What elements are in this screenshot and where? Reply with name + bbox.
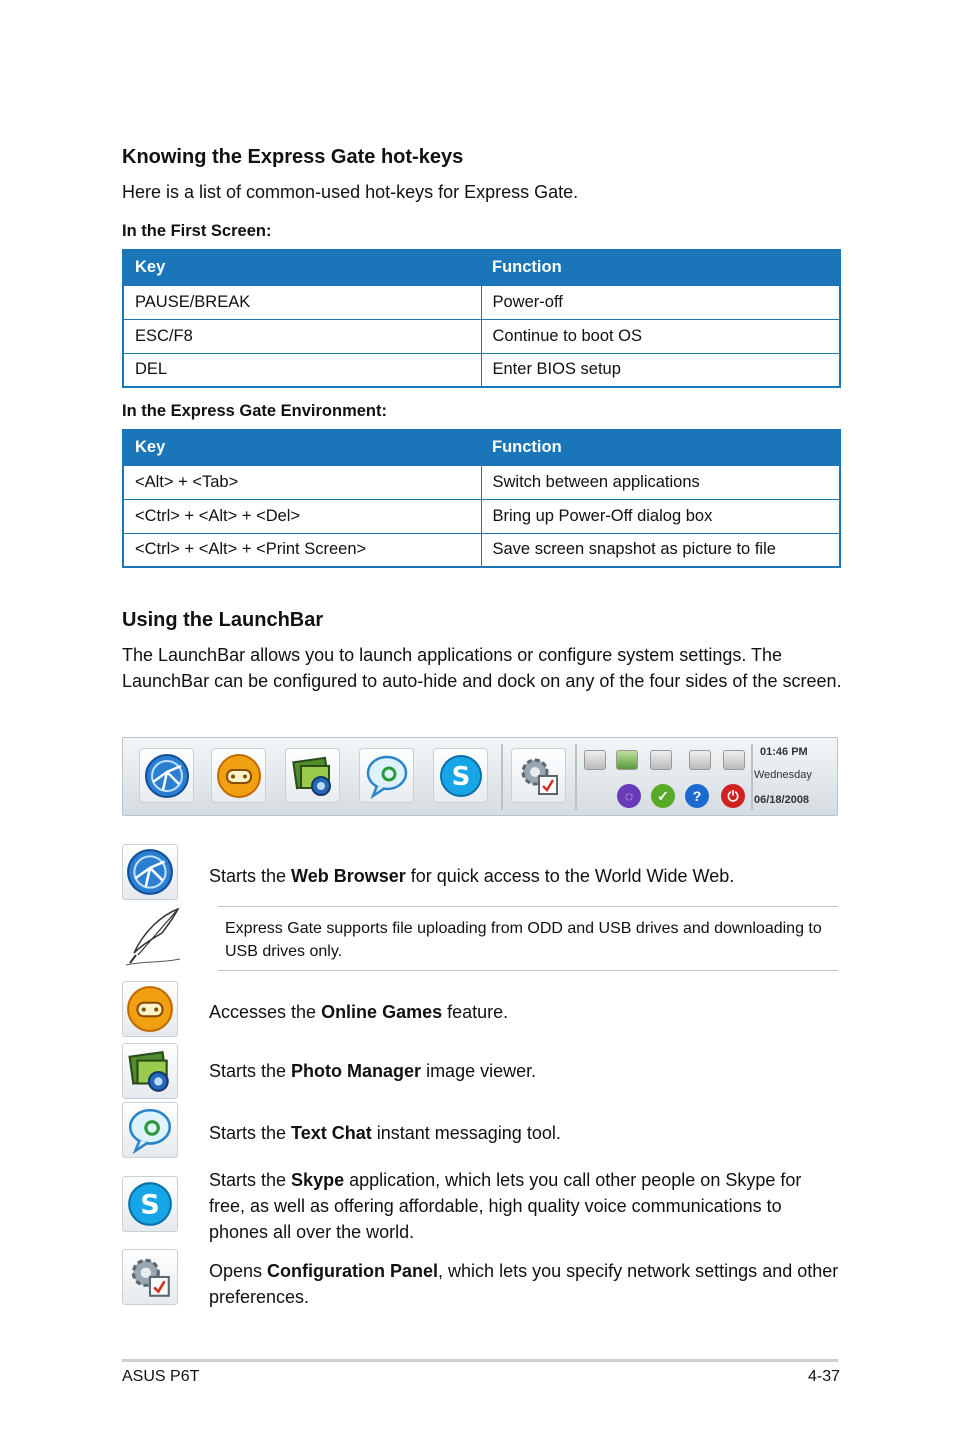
skype-description: Starts the Skype application, which lets you call other people on Skype for free, as well as offering affordable, high quality voice communications to phones all over the world. [209,1170,802,1242]
photo-manager-icon [289,752,337,800]
launchbar-clock-date: 06/18/2008 [754,794,810,806]
key-cell: <Ctrl> + <Alt> + <Print Screen> [123,533,481,567]
configuration-panel-icon [125,1252,175,1302]
tray-volume-icon[interactable] [650,750,672,770]
launchbar-clock-time: 01:46 PM [760,746,808,758]
svg-text:S: S [451,761,470,792]
header-key: Key [123,430,481,465]
photo-manager-icon [125,1046,175,1096]
table-row [123,465,840,499]
web-browser-description: Starts the Web Browser for quick access to the World Wide Web. [209,866,735,886]
photo-manager-icon-box [122,1043,178,1099]
table-row [123,533,840,567]
function-cell: Switch between applications [481,465,840,499]
tray-display-icon[interactable] [723,750,745,770]
key-cell: <Ctrl> + <Alt> + <Del> [123,499,481,533]
footer-product: ASUS P6T [122,1368,200,1385]
launchbar-description: The LaunchBar allows you to launch applications or configure system settings. The LaunchBar can be configured to auto-hide and dock on any of the four sides of the screen. [122,645,842,691]
footer-page-number: 4-37 [807,1368,840,1385]
table-row [123,353,840,387]
skype-icon [125,1179,175,1229]
tray-power-icon[interactable]: ⏻ [721,784,745,808]
online-games-description: Accesses the Online Games feature. [209,1002,509,1022]
key-cell: <Alt> + <Tab> [123,465,481,499]
section-title-launchbar: Using the LaunchBar [122,609,324,631]
launchbar-screenshot [122,737,838,816]
key-cell: ESC/F8 [123,319,481,353]
note-box [218,906,838,971]
web-browser-icon [125,847,175,897]
launchbar-configuration-panel-button[interactable] [511,748,566,803]
tray-drive-icon[interactable] [584,750,606,770]
web-browser-icon [143,752,191,800]
text-chat-icon [125,1105,175,1155]
header-function: Function [481,250,840,285]
hotkeys-intro: Here is a list of common-used hot-keys for Express Gate. [122,182,579,202]
skype-icon [437,752,485,800]
note-pen-icon [122,905,186,969]
environment-label: In the Express Gate Environment: [122,402,387,420]
header-function: Function [481,430,840,465]
table-header-row [123,430,840,465]
launchbar-online-games-button[interactable] [211,748,266,803]
launchbar-photo-manager-button[interactable] [285,748,340,803]
text-chat-icon-box [122,1102,178,1158]
note-text: Express Gate supports file uploading from ODD and USB drives and downloading to USB drives only. [225,920,822,960]
function-cell: Enter BIOS setup [481,353,840,387]
tray-help-icon[interactable]: ? [685,784,709,808]
table-row [123,319,840,353]
tray-keyboard-icon[interactable] [689,750,711,770]
key-cell: PAUSE/BREAK [123,285,481,319]
web-browser-icon-box [122,844,178,900]
tray-check-icon[interactable]: ✓ [651,784,675,808]
table-row [123,499,840,533]
tray-app-icon[interactable]: ◌ [617,784,641,808]
footer-divider [122,1359,838,1362]
key-cell: DEL [123,353,481,387]
function-cell: Bring up Power-Off dialog box [481,499,840,533]
launchbar-skype-button[interactable] [433,748,488,803]
launchbar-web-browser-button[interactable] [139,748,194,803]
configuration-panel-description: Opens Configuration Panel, which lets you specify network settings and other preferences. [209,1261,839,1307]
launchbar-text-chat-button[interactable] [359,748,414,803]
first-screen-table [122,249,841,388]
header-key: Key [123,250,481,285]
section-title-hotkeys: Knowing the Express Gate hot-keys [122,146,464,168]
configuration-panel-icon [515,752,563,800]
text-chat-icon [363,752,411,800]
function-cell: Continue to boot OS [481,319,840,353]
online-games-icon [125,984,175,1034]
first-screen-label: In the First Screen: [122,222,272,240]
photo-manager-description: Starts the Photo Manager image viewer. [209,1061,537,1081]
table-row [123,285,840,319]
online-games-icon-box [122,981,178,1037]
svg-text:S: S [140,1189,160,1221]
launchbar-clock-day: Wednesday [754,769,812,781]
environment-table [122,429,841,568]
configuration-panel-icon-box [122,1249,178,1305]
tray-network-icon[interactable] [616,750,638,770]
function-cell: Power-off [481,285,840,319]
table-header-row [123,250,840,285]
text-chat-description: Starts the Text Chat instant messaging tool. [209,1123,561,1143]
online-games-icon [215,752,263,800]
skype-icon-box [122,1176,178,1232]
function-cell: Save screen snapshot as picture to file [481,533,840,567]
